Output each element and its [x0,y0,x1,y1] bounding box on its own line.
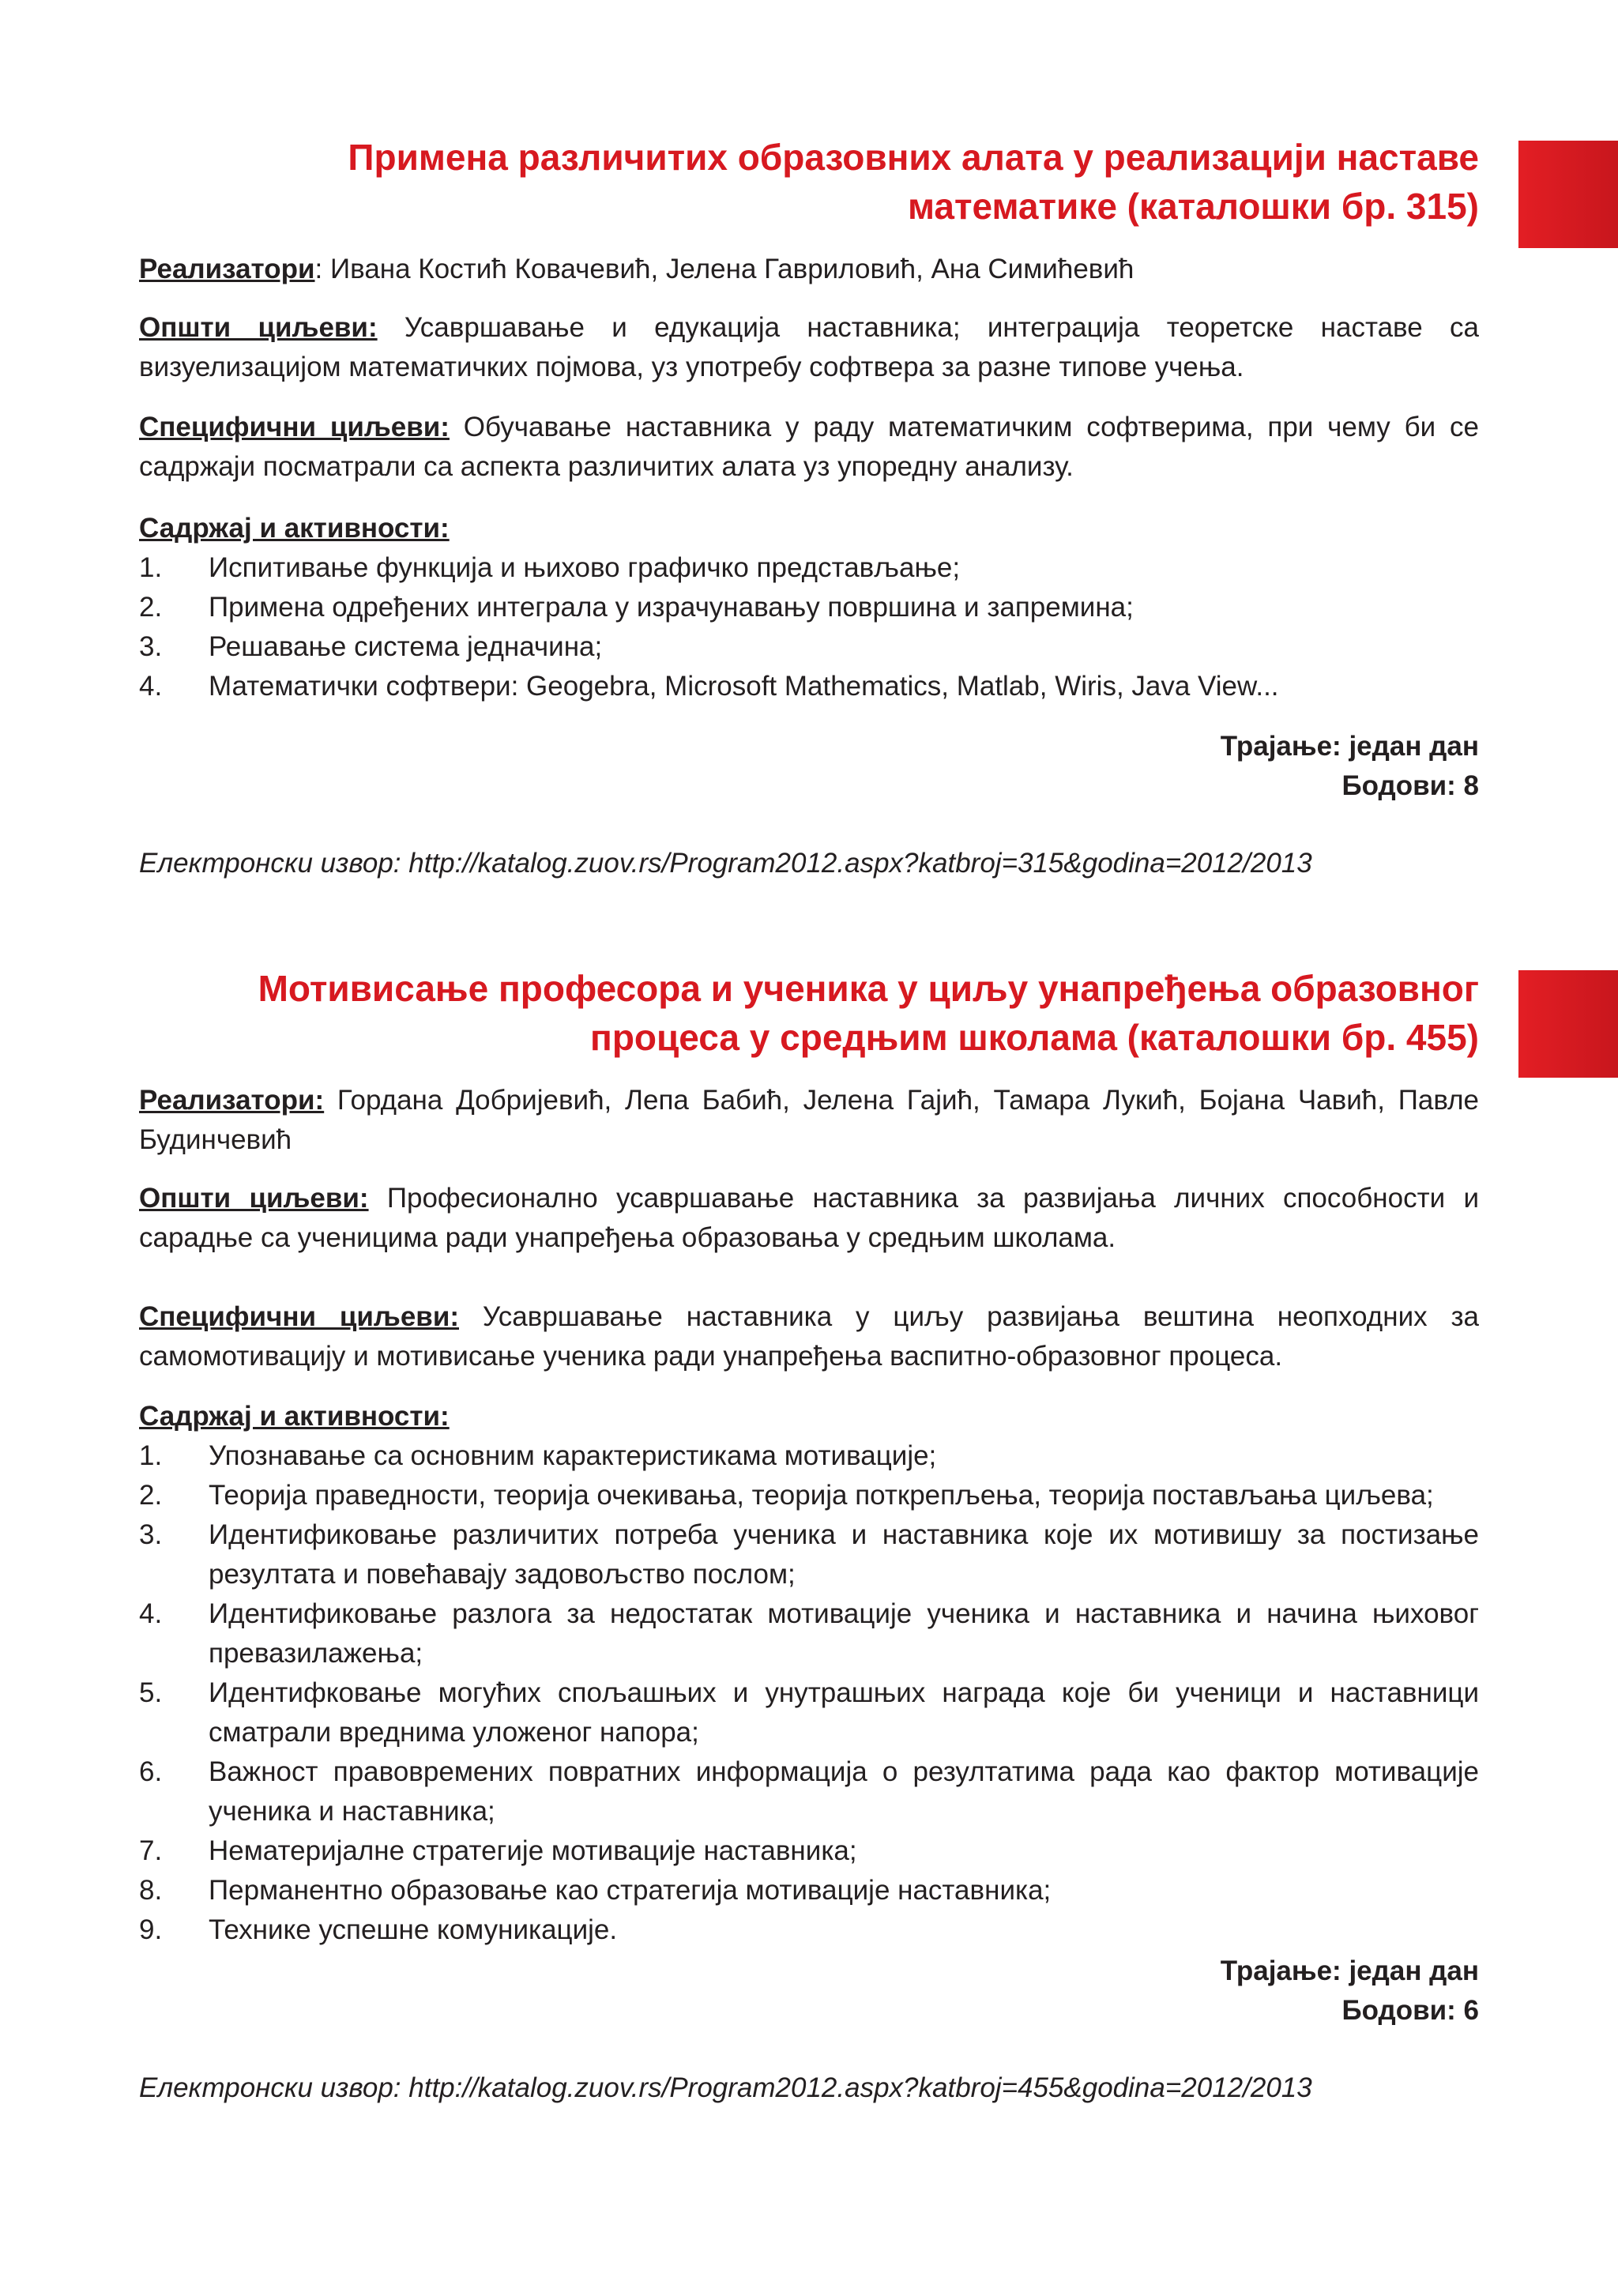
content-activities [139,1397,1479,1950]
specific-goals [139,1297,1479,1376]
list-item: 4. Математички софтвери: Geogebra, Microsoft Mathematics, Matlab, Wiris, Java View... [139,671,1279,702]
content-label: Садржај и активности: [139,1401,450,1432]
program-title: Мотивисање професора и ученика у циљу унапређења образовног процеса у средњим школама (каталошки бр. 455) [258,968,1479,1058]
authors-label: Реализатори: [139,1085,325,1116]
list-item: 1. Упознавање са основним карактеристикама мотивације; [139,1440,937,1471]
list-item: 4. Идентификовање разлога за недостатак мотивације ученика и наставника и начина њиховог превазилажења; [139,1598,1479,1669]
activity-list [139,1436,1479,1950]
list-item: 2. Примена одређених интеграла у израчунавању површина и запремина; [139,592,1134,623]
list-item: 6. Важност правовремених повратних информација о резултатима рада као фактор мотивације ученика и наставника; [139,1756,1479,1827]
general-goals-label: Општи циљеви: [139,312,378,343]
content-activities [139,509,1479,706]
general-goals [139,1179,1479,1258]
specific-goals-text: Усавршавање наставника у циљу развијања вештина неопходних за самомотивацију и мотивисање ученика ради унапређења васпитно-образовног процеса. [139,1301,1479,1372]
content-label: Садржај и активности: [139,513,450,544]
section-marker-tab [1518,970,1618,1078]
authors-text: Гордана Добријевић, Лепа Бабић, Јелена Гајић, Тамара Лукић, Бојана Чавић, Павле Будинчевић [139,1085,1479,1155]
list-item: 3. Решавање система једначина; [139,631,603,662]
specific-goals-label: Специфични циљеви: [139,1301,459,1332]
general-goals-text: Професионално усавршавање наставника за развијања личних способности и сарадње са ученицима ради унапређења образовања у средњим школама. [139,1183,1479,1253]
authors-text: : Ивана Костић Ковачевић, Јелена Гавриловић, Ана Симићевић [314,254,1134,284]
duration: Трајање: један дан [1220,1955,1479,1986]
general-goals-label: Општи циљеви: [139,1183,369,1214]
program-section-315 [139,133,1479,883]
program-section-455 [139,964,1479,2108]
specific-goals-text: Обучавање наставника у раду математичким софтверима, при чему би се садржаји посматрали са аспекта различитих алата уз упоредну анализу. [139,412,1479,482]
duration: Трајање: један дан [1220,731,1479,762]
activity-list [139,548,1479,706]
authors [139,1081,1479,1160]
list-item: 7. Нематеријалне стратегије мотивације наставника; [139,1835,857,1866]
list-item: 8. Перманентно образовање као стратегија мотивације наставника; [139,1875,1052,1906]
specific-goals-label: Специфични циљеви: [139,412,450,442]
electronic-source: Електронски извор: http://katalog.zuov.rs/Program2012.aspx?katbroj=315&godina=2012/2013 [139,848,1312,879]
specific-goals [139,408,1479,487]
authors [139,250,1479,289]
points: Бодови: 8 [1341,770,1479,801]
list-item: 2. Теорија праведности, теорија очекивања, теорија поткрепљења, теорија постављања циљева; [139,1480,1434,1511]
list-item: 3. Идентификовање различитих потреба ученика и наставника које их мотивишу за постизање резултата и повећавају задовољство послом; [139,1519,1479,1590]
list-item: 1. Испитивање функција и њихово графичко представљање; [139,552,961,583]
points: Бодови: 6 [1341,1995,1479,2026]
list-item: 9. Технике успешне комуникације. [139,1914,618,1945]
program-title: Примена различитих образовних алата у реализацији наставе математике (каталошки бр. 315) [348,137,1479,227]
general-goals-text: Усавршавање и едукација наставника; интеграција теоретске наставе са визуелизацијом математичких појмова, уз употребу софтвера за разне типове учења. [139,312,1479,382]
authors-label: Реализатори [139,254,315,284]
general-goals [139,308,1479,387]
list-item: 5. Идентифковање могућих спољашњих и унутрашњих награда које би ученици и наставници сматрали вреднима уложеног напора; [139,1677,1479,1748]
section-marker-tab [1518,141,1618,248]
electronic-source: Електронски извор: http://katalog.zuov.rs/Program2012.aspx?katbroj=455&godina=2012/2013 [139,2072,1312,2103]
